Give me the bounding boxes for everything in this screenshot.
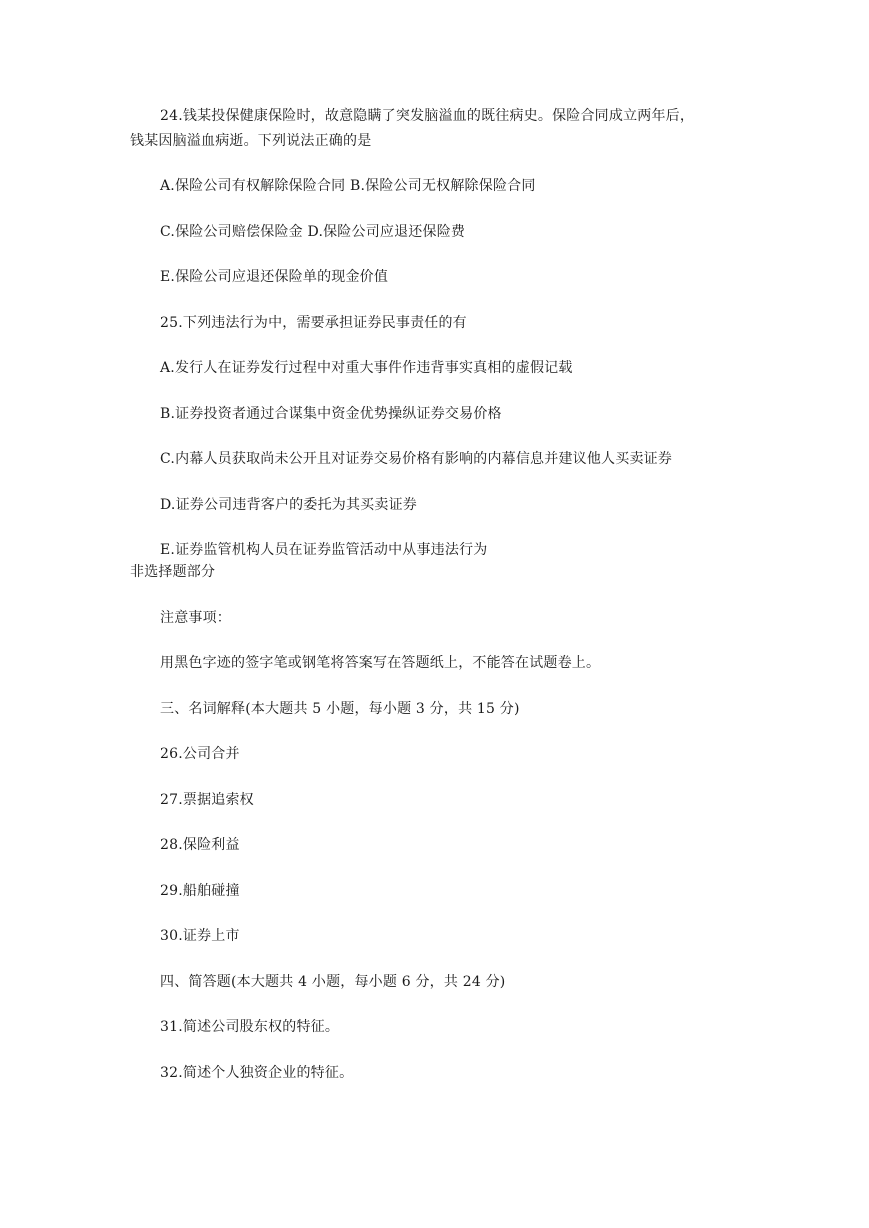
question-24-text-cont: 钱某因脑溢血病逝。下列说法正确的是 — [130, 133, 372, 149]
question-24-text: 24.钱某投保健康保险时，故意隐瞒了突发脑溢血的既往病史。保险合同成立两年后， — [160, 108, 695, 124]
notice-text: 用黑色字迹的签字笔或钢笔将答案写在答题纸上，不能答在试题卷上。 — [160, 655, 601, 671]
question-28: 28.保险利益 — [160, 837, 240, 853]
question-32: 32.简述个人独资企业的特征。 — [160, 1065, 354, 1081]
question-27: 27.票据追索权 — [160, 792, 254, 808]
section-three-heading: 三、名词解释(本大题共 5 小题，每小题 3 分，共 15 分) — [160, 701, 520, 717]
q25-option-d: D.证券公司违背客户的委托为其买卖证券 — [160, 497, 417, 513]
notice-heading: 注意事项： — [160, 610, 231, 626]
question-26: 26.公司合并 — [160, 746, 240, 762]
q25-option-e: E.证券监管机构人员在证券监管活动中从事违法行为 — [160, 542, 488, 558]
q24-option-c-d: C.保险公司赔偿保险金 D.保险公司应退还保险费 — [160, 224, 466, 240]
question-30: 30.证券上市 — [160, 928, 240, 944]
q25-option-c: C.内幕人员获取尚未公开且对证券交易价格有影响的内幕信息并建议他人买卖证券 — [160, 451, 673, 467]
section-four-heading: 四、简答题(本大题共 4 小题，每小题 6 分，共 24 分) — [160, 974, 506, 990]
section-heading-non-choice: 非选择题部分 — [130, 564, 216, 580]
question-29: 29.船舶碰撞 — [160, 883, 240, 899]
q25-option-a: A.发行人在证券发行过程中对重大事件作违背事实真相的虚假记载 — [160, 360, 573, 376]
question-25-text: 25.下列违法行为中，需要承担证券民事责任的有 — [160, 315, 467, 331]
q25-option-b: B.证券投资者通过合谋集中资金优势操纵证券交易价格 — [160, 406, 502, 422]
q24-option-e: E.保险公司应退还保险单的现金价值 — [160, 269, 389, 285]
q24-option-a-b: A.保险公司有权解除保险合同 B.保险公司无权解除保险合同 — [160, 178, 536, 194]
question-31: 31.简述公司股东权的特征。 — [160, 1019, 340, 1035]
